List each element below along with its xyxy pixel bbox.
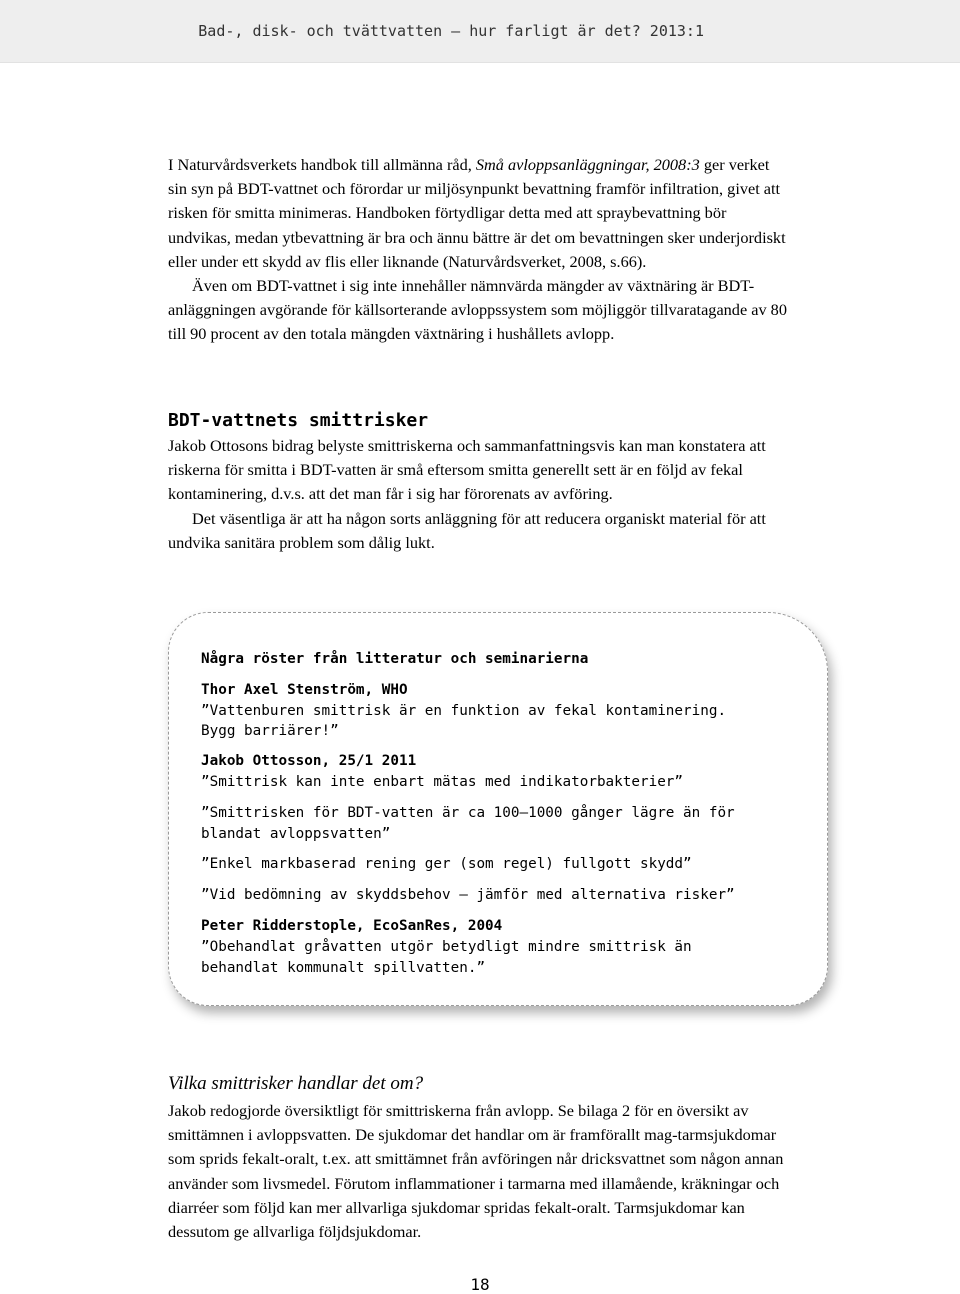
header-title: Bad-, disk- och tvättvatten – hur farligt är det? 2013:1 [198, 22, 704, 40]
quotes-box [168, 612, 828, 1006]
bdt-paragraph-2: Det väsentliga är att ha någon sorts anläggning för att reducera organiskt material för att undvika sanitära problem som dålig lukt. [168, 508, 766, 552]
speaker-ottosson: Jakob Ottosson, 25/1 2011 [201, 753, 417, 770]
intro-paragraph-1 [168, 153, 792, 274]
handbook-title: Små avloppsanläggningar, 2008:3 [475, 155, 700, 174]
section-heading-vilka: Vilka smittrisker handlar det om? [168, 1073, 424, 1094]
section-heading-bdt: BDT-vattnets smittrisker [168, 410, 429, 431]
speaker-ridderstolpe: Peter Ridderstople, EcoSanRes, 2004 [201, 917, 503, 934]
quote-ottosson-2: ”Smittrisken för BDT-vatten är ca 100–1000 gånger lägre än för blandat avloppsvatten” [201, 804, 735, 842]
quote-ottosson-3: ”Enkel markbaserad rening ger (som regel) fullgott skydd” [201, 856, 692, 873]
quotes-box-title: Några röster från litteratur och seminarierna [201, 651, 589, 667]
quote-ridderstolpe: ”Obehandlat gråvatten utgör betydligt mindre smittrisk än behandlat kommunalt spillvatten.” [201, 938, 692, 976]
intro-p1-prefix: I Naturvårdsverkets handbok till allmänna råd, [168, 155, 476, 174]
vilka-section [168, 1099, 792, 1244]
page-number: 18 [470, 1275, 490, 1294]
bdt-paragraph-1: Jakob Ottosons bidrag belyste smittriskerna och sammanfattningsvis kan man konstatera att riskerna för smitta i BDT-vatten är små eftersom smitta generellt sett är en följd av fekal kontaminering, d.v.s. att det man får i sig har förorenats av avföring. [168, 436, 766, 504]
quote-stenstrom: ”Vattenburen smittrisk är en funktion av fekal kontaminering. Bygg barriärer!” [201, 702, 727, 740]
quote-ottosson-1: ”Smittrisk kan inte enbart mätas med indikatorbakterier” [201, 773, 684, 790]
intro-paragraph-2: Även om BDT-vattnet i sig inte innehåller nämnvärda mängder av växtnäring är BDT-anläggningen avgörande för källsorterande avloppssystem som möjliggör tillvaratagande av 80 till 90 procent av den totala mängden växtnäring i hushållets avlopp. [168, 276, 787, 344]
quote-ottosson-4: ”Vid bedömning av skyddsbehov – jämför med alternativa risker” [201, 887, 735, 904]
intro-p1-suffix: ger verket sin syn på BDT-vattnet och förordar ur miljösynpunkt bevattning framför infiltration, givet att risken för smitta minimeras. Handboken förtydligar detta med att spraybevattning bör undvikas, medan ytbevattning är bra och ännu bättre är det om bevattningen sker underjordiskt eller under ett skydd av flis eller liknande (Naturvårdsverket, 2008, s.66). [168, 155, 786, 271]
page-header [0, 0, 960, 63]
quotes-box-content [201, 649, 761, 978]
bdt-section [168, 434, 792, 555]
vilka-paragraph-1: Jakob redogjorde översiktligt för smittriskerna från avlopp. Se bilaga 2 för en översikt av smittämnen i avloppsvatten. De sjukdomar det handlar om är framförallt mag-tarmsjukdomar som sprids fekalt-oralt, t.ex. att smittämnet från avföringen når dricksvattnet som någon annan använder som livsmedel. Förutom inflammationer i tarmarna med illamående, kräkningar och diarréer som följd kan mer allvarliga sjukdomar spridas fekalt-oralt. Tarmsjukdomar kan dessutom ge allvarliga följdsjukdomar. [168, 1101, 784, 1242]
intro-section [168, 153, 792, 347]
speaker-stenstrom: Thor Axel Stenström, WHO [201, 681, 408, 698]
